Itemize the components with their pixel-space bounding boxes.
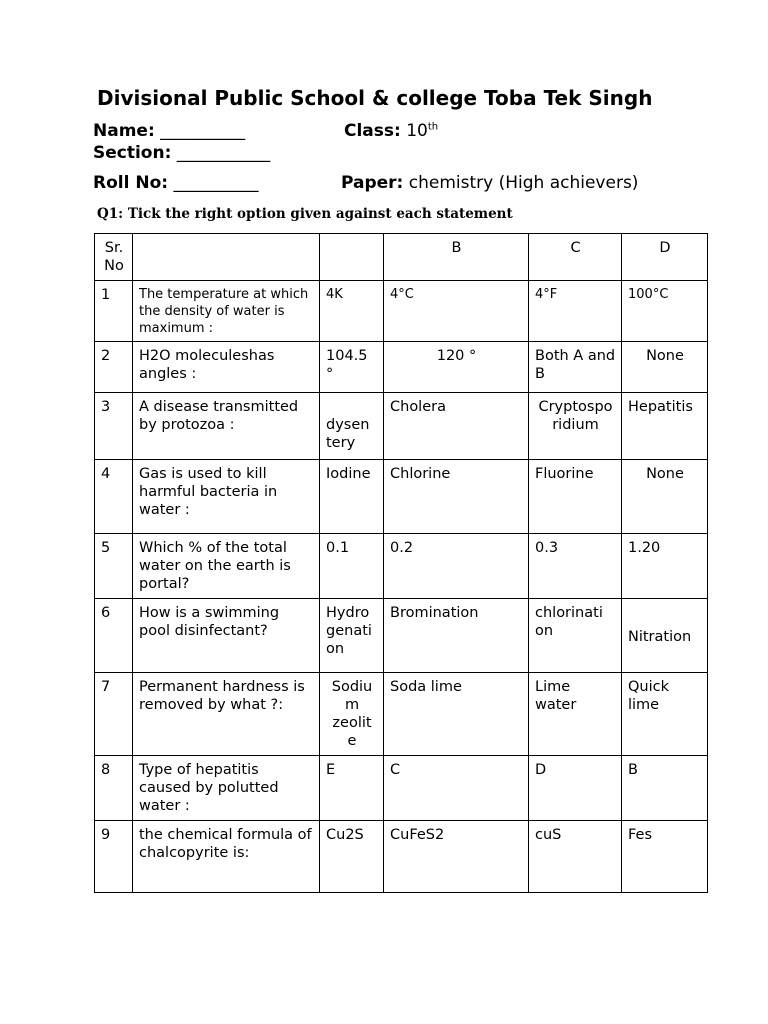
sr-cell: 5 xyxy=(95,534,133,599)
header-statement xyxy=(133,234,320,281)
class-field xyxy=(344,121,438,141)
statement-cell: Type of hepatitis caused by polutted water : xyxy=(133,756,320,821)
option-b-cell: C xyxy=(384,756,529,821)
statement-cell: How is a swimming pool disinfectant? xyxy=(133,599,320,673)
option-c-cell: Both A and B xyxy=(529,342,622,393)
statement-cell: Which % of the total water on the earth is portal? xyxy=(133,534,320,599)
header-c: C xyxy=(529,234,622,281)
option-b-cell: CuFeS2 xyxy=(384,821,529,893)
option-c-cell: Cryptospo ridium xyxy=(529,393,622,460)
question-heading: Q1: Tick the right option given against each statement xyxy=(97,206,513,222)
option-a-cell: 0.1 xyxy=(320,534,384,599)
option-d-cell: 100°C xyxy=(622,281,708,342)
option-b-cell: Soda lime xyxy=(384,673,529,756)
paper-label: Paper: xyxy=(341,173,404,193)
section-field xyxy=(93,143,270,163)
table-row xyxy=(95,281,708,342)
table-header-row xyxy=(95,234,708,281)
option-b-cell: Bromination xyxy=(384,599,529,673)
name-blank: __________ xyxy=(160,121,246,141)
option-c-cell: cuS xyxy=(529,821,622,893)
sr-cell: 2 xyxy=(95,342,133,393)
roll-blank: __________ xyxy=(173,173,259,193)
statement-cell: the chemical formula of chalcopyrite is: xyxy=(133,821,320,893)
option-b-cell: 120 ° xyxy=(384,342,529,393)
roll-field xyxy=(93,173,258,193)
option-c-cell: 0.3 xyxy=(529,534,622,599)
sr-cell: 8 xyxy=(95,756,133,821)
table-row xyxy=(95,673,708,756)
sr-cell: 4 xyxy=(95,460,133,534)
sr-cell: 9 xyxy=(95,821,133,893)
option-d-cell: Fes xyxy=(622,821,708,893)
option-b-cell: Chlorine xyxy=(384,460,529,534)
option-a-cell: Sodiu m zeolit e xyxy=(320,673,384,756)
sr-cell: 1 xyxy=(95,281,133,342)
statement-cell: A disease transmitted by protozoa : xyxy=(133,393,320,460)
name-label: Name: xyxy=(93,121,155,141)
option-b-cell: 4°C xyxy=(384,281,529,342)
option-a-cell: E xyxy=(320,756,384,821)
header-srno: Sr. No xyxy=(95,234,133,281)
option-d-cell: Nitration xyxy=(622,599,708,673)
table-row xyxy=(95,534,708,599)
mcq-table xyxy=(94,233,708,893)
option-a-cell: Cu2S xyxy=(320,821,384,893)
class-label: Class: xyxy=(344,121,401,141)
option-d-cell: 1.20 xyxy=(622,534,708,599)
class-value: 10 xyxy=(406,121,428,141)
option-c-cell: D xyxy=(529,756,622,821)
option-b-cell: 0.2 xyxy=(384,534,529,599)
table-row xyxy=(95,393,708,460)
option-d-cell: Quick lime xyxy=(622,673,708,756)
sr-cell: 3 xyxy=(95,393,133,460)
option-a-cell: 104.5 ° xyxy=(320,342,384,393)
option-b-cell: Cholera xyxy=(384,393,529,460)
table-row xyxy=(95,460,708,534)
paper-value: chemistry (High achievers) xyxy=(408,173,639,193)
sr-cell: 6 xyxy=(95,599,133,673)
header-d: D xyxy=(622,234,708,281)
table-row xyxy=(95,599,708,673)
roll-label: Roll No: xyxy=(93,173,169,193)
header-a xyxy=(320,234,384,281)
paper-field xyxy=(341,173,638,193)
option-d-cell: Hepatitis xyxy=(622,393,708,460)
statement-cell: The temperature at which the density of water is maximum : xyxy=(133,281,320,342)
section-label: Section: xyxy=(93,143,172,163)
table-row xyxy=(95,756,708,821)
option-d-cell: None xyxy=(622,460,708,534)
option-d-cell: None xyxy=(622,342,708,393)
header-b: B xyxy=(384,234,529,281)
option-c-cell: Fluorine xyxy=(529,460,622,534)
option-c-cell: chlorinati on xyxy=(529,599,622,673)
option-a-cell: 4K xyxy=(320,281,384,342)
option-c-cell: 4°F xyxy=(529,281,622,342)
option-a-cell: Iodine xyxy=(320,460,384,534)
option-c-cell: Lime water xyxy=(529,673,622,756)
table-row xyxy=(95,342,708,393)
table-row xyxy=(95,821,708,893)
name-field xyxy=(93,121,245,141)
school-title: Divisional Public School & college Toba Tek Singh xyxy=(97,86,653,110)
statement-cell: Permanent hardness is removed by what ?: xyxy=(133,673,320,756)
sr-cell: 7 xyxy=(95,673,133,756)
class-sup: th xyxy=(427,121,439,133)
statement-cell: H2O moleculeshas angles : xyxy=(133,342,320,393)
statement-cell: Gas is used to kill harmful bacteria in water : xyxy=(133,460,320,534)
option-a-cell: dysen tery xyxy=(320,393,384,460)
option-d-cell: B xyxy=(622,756,708,821)
option-a-cell: Hydro genati on xyxy=(320,599,384,673)
section-blank: ___________ xyxy=(176,143,271,163)
